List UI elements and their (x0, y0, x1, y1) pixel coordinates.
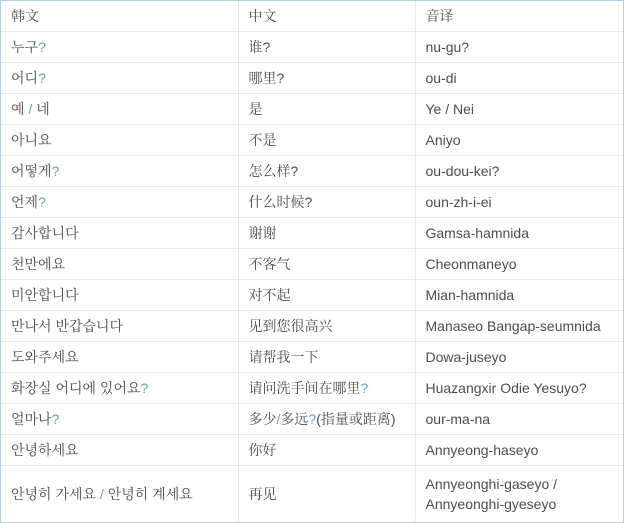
header-row (1, 1, 623, 32)
table-row (1, 466, 623, 523)
text-segment: 예 (11, 101, 29, 117)
table-row (1, 94, 623, 125)
text-segment: Huazangxir Odie Yesuyo? (425, 380, 587, 396)
text-segment: Annyeonghi-gaseyo / Annyeonghi-gyeseyo (425, 476, 558, 512)
text-segment: 什么时候? (248, 194, 313, 210)
text-segment: 언제 (11, 194, 39, 210)
cell-chinese (238, 94, 415, 125)
text-segment: 不是 (248, 132, 277, 148)
text-segment-accent: ? (38, 39, 46, 55)
cell-korean (1, 32, 238, 63)
cell-korean (1, 435, 238, 466)
text-segment: 안녕히 계세요 (103, 486, 193, 502)
table-row (1, 218, 623, 249)
text-segment-accent: ? (140, 380, 149, 396)
text-segment-accent: ? (38, 70, 46, 86)
text-segment-accent: ? (51, 411, 60, 427)
text-segment: 얼마나 (11, 411, 52, 427)
text-segment: 안녕히 가세요 (11, 486, 100, 502)
table-row (1, 187, 623, 218)
text-segment: 미안합니다 (11, 287, 79, 303)
table-row (1, 342, 623, 373)
cell-transliteration (415, 373, 623, 404)
text-segment: Manaseo Bangap-seumnida (425, 318, 601, 334)
text-segment: Ye / Nei (425, 101, 475, 117)
text-segment: nu-gu? (425, 39, 470, 55)
text-segment: ou-dou-kei? (425, 163, 500, 179)
text-segment: 만나서 반갑습니다 (11, 318, 124, 334)
table-header (1, 1, 623, 32)
header-korean: 韩文 (1, 1, 238, 32)
cell-korean (1, 311, 238, 342)
table-row (1, 125, 623, 156)
cell-transliteration (415, 94, 623, 125)
text-segment: 누구 (11, 39, 39, 55)
text-segment: 再见 (248, 486, 277, 502)
text-segment: Aniyo (425, 132, 461, 148)
header-transliteration: 音译 (415, 1, 623, 32)
text-segment-accent: / (28, 101, 33, 117)
cell-transliteration (415, 466, 623, 523)
phrase-table (1, 1, 623, 522)
text-segment: 아니요 (11, 132, 52, 148)
text-segment: 多少 (248, 411, 277, 427)
text-segment: 어디 (11, 70, 39, 86)
text-segment: 화장실 어디에 있어요 (11, 380, 141, 396)
cell-chinese (238, 156, 415, 187)
text-segment: 천만에요 (11, 256, 66, 272)
text-segment: (指量或距离) (316, 411, 396, 427)
table-row (1, 280, 623, 311)
text-segment: our-ma-na (425, 411, 491, 427)
text-segment: Annyeong-haseyo (425, 442, 539, 458)
text-segment: ou-di (425, 70, 457, 86)
text-segment: 不客气 (248, 256, 291, 272)
cell-korean (1, 280, 238, 311)
cell-korean (1, 156, 238, 187)
text-segment-accent: ? (360, 380, 369, 396)
cell-chinese (238, 466, 415, 523)
cell-transliteration (415, 435, 623, 466)
cell-transliteration (415, 218, 623, 249)
text-segment: 감사합니다 (11, 225, 79, 241)
cell-transliteration (415, 342, 623, 373)
table-row (1, 32, 623, 63)
text-segment: 谁? (248, 39, 271, 55)
cell-chinese (238, 435, 415, 466)
cell-transliteration (415, 125, 623, 156)
text-segment: 도와주세요 (11, 349, 79, 365)
cell-transliteration (415, 63, 623, 94)
table-row (1, 311, 623, 342)
cell-korean (1, 404, 238, 435)
text-segment: 对不起 (248, 287, 291, 303)
text-segment: 是 (248, 101, 263, 117)
cell-chinese (238, 218, 415, 249)
text-segment: Mian-hamnida (425, 287, 515, 303)
text-segment: 请问洗手间在哪里 (248, 380, 361, 396)
cell-korean (1, 125, 238, 156)
text-segment: 네 (32, 101, 50, 117)
text-segment: 你好 (248, 442, 277, 458)
cell-transliteration (415, 187, 623, 218)
cell-chinese (238, 249, 415, 280)
text-segment: 多远 (280, 411, 309, 427)
text-segment-accent: ? (308, 411, 317, 427)
text-segment: Dowa-juseyo (425, 349, 507, 365)
cell-chinese (238, 311, 415, 342)
text-segment: oun-zh-i-ei (425, 194, 492, 210)
text-segment: 哪里? (248, 70, 285, 86)
cell-chinese (238, 187, 415, 218)
text-segment: Cheonmaneyo (425, 256, 517, 272)
cell-chinese (238, 373, 415, 404)
cell-korean (1, 373, 238, 404)
cell-chinese (238, 280, 415, 311)
cell-korean (1, 342, 238, 373)
cell-transliteration (415, 32, 623, 63)
cell-transliteration (415, 404, 623, 435)
cell-chinese (238, 342, 415, 373)
cell-korean (1, 218, 238, 249)
text-segment: 怎么样? (248, 163, 299, 179)
text-segment: Gamsa-hamnida (425, 225, 529, 241)
table-row (1, 156, 623, 187)
table-row (1, 404, 623, 435)
table-row (1, 435, 623, 466)
text-segment-accent: / (276, 411, 281, 427)
cell-korean (1, 94, 238, 125)
cell-korean (1, 63, 238, 94)
cell-transliteration (415, 249, 623, 280)
cell-transliteration (415, 280, 623, 311)
cell-transliteration (415, 311, 623, 342)
text-segment-accent: / (99, 486, 104, 502)
header-chinese: 中文 (238, 1, 415, 32)
text-segment-accent: ? (38, 194, 46, 210)
cell-korean (1, 249, 238, 280)
text-segment: 어떻게 (11, 163, 52, 179)
text-segment: 안녕하세요 (11, 442, 79, 458)
cell-korean (1, 466, 238, 523)
cell-korean (1, 187, 238, 218)
table-row (1, 63, 623, 94)
table-row (1, 249, 623, 280)
cell-chinese (238, 125, 415, 156)
text-segment: 见到您很高兴 (248, 318, 333, 334)
cell-chinese (238, 63, 415, 94)
table-row (1, 373, 623, 404)
cell-transliteration (415, 156, 623, 187)
cell-chinese (238, 404, 415, 435)
text-segment: 请帮我一下 (248, 349, 319, 365)
table-body (1, 32, 623, 523)
cell-chinese (238, 32, 415, 63)
text-segment-accent: ? (51, 163, 60, 179)
text-segment: 谢谢 (248, 225, 277, 241)
